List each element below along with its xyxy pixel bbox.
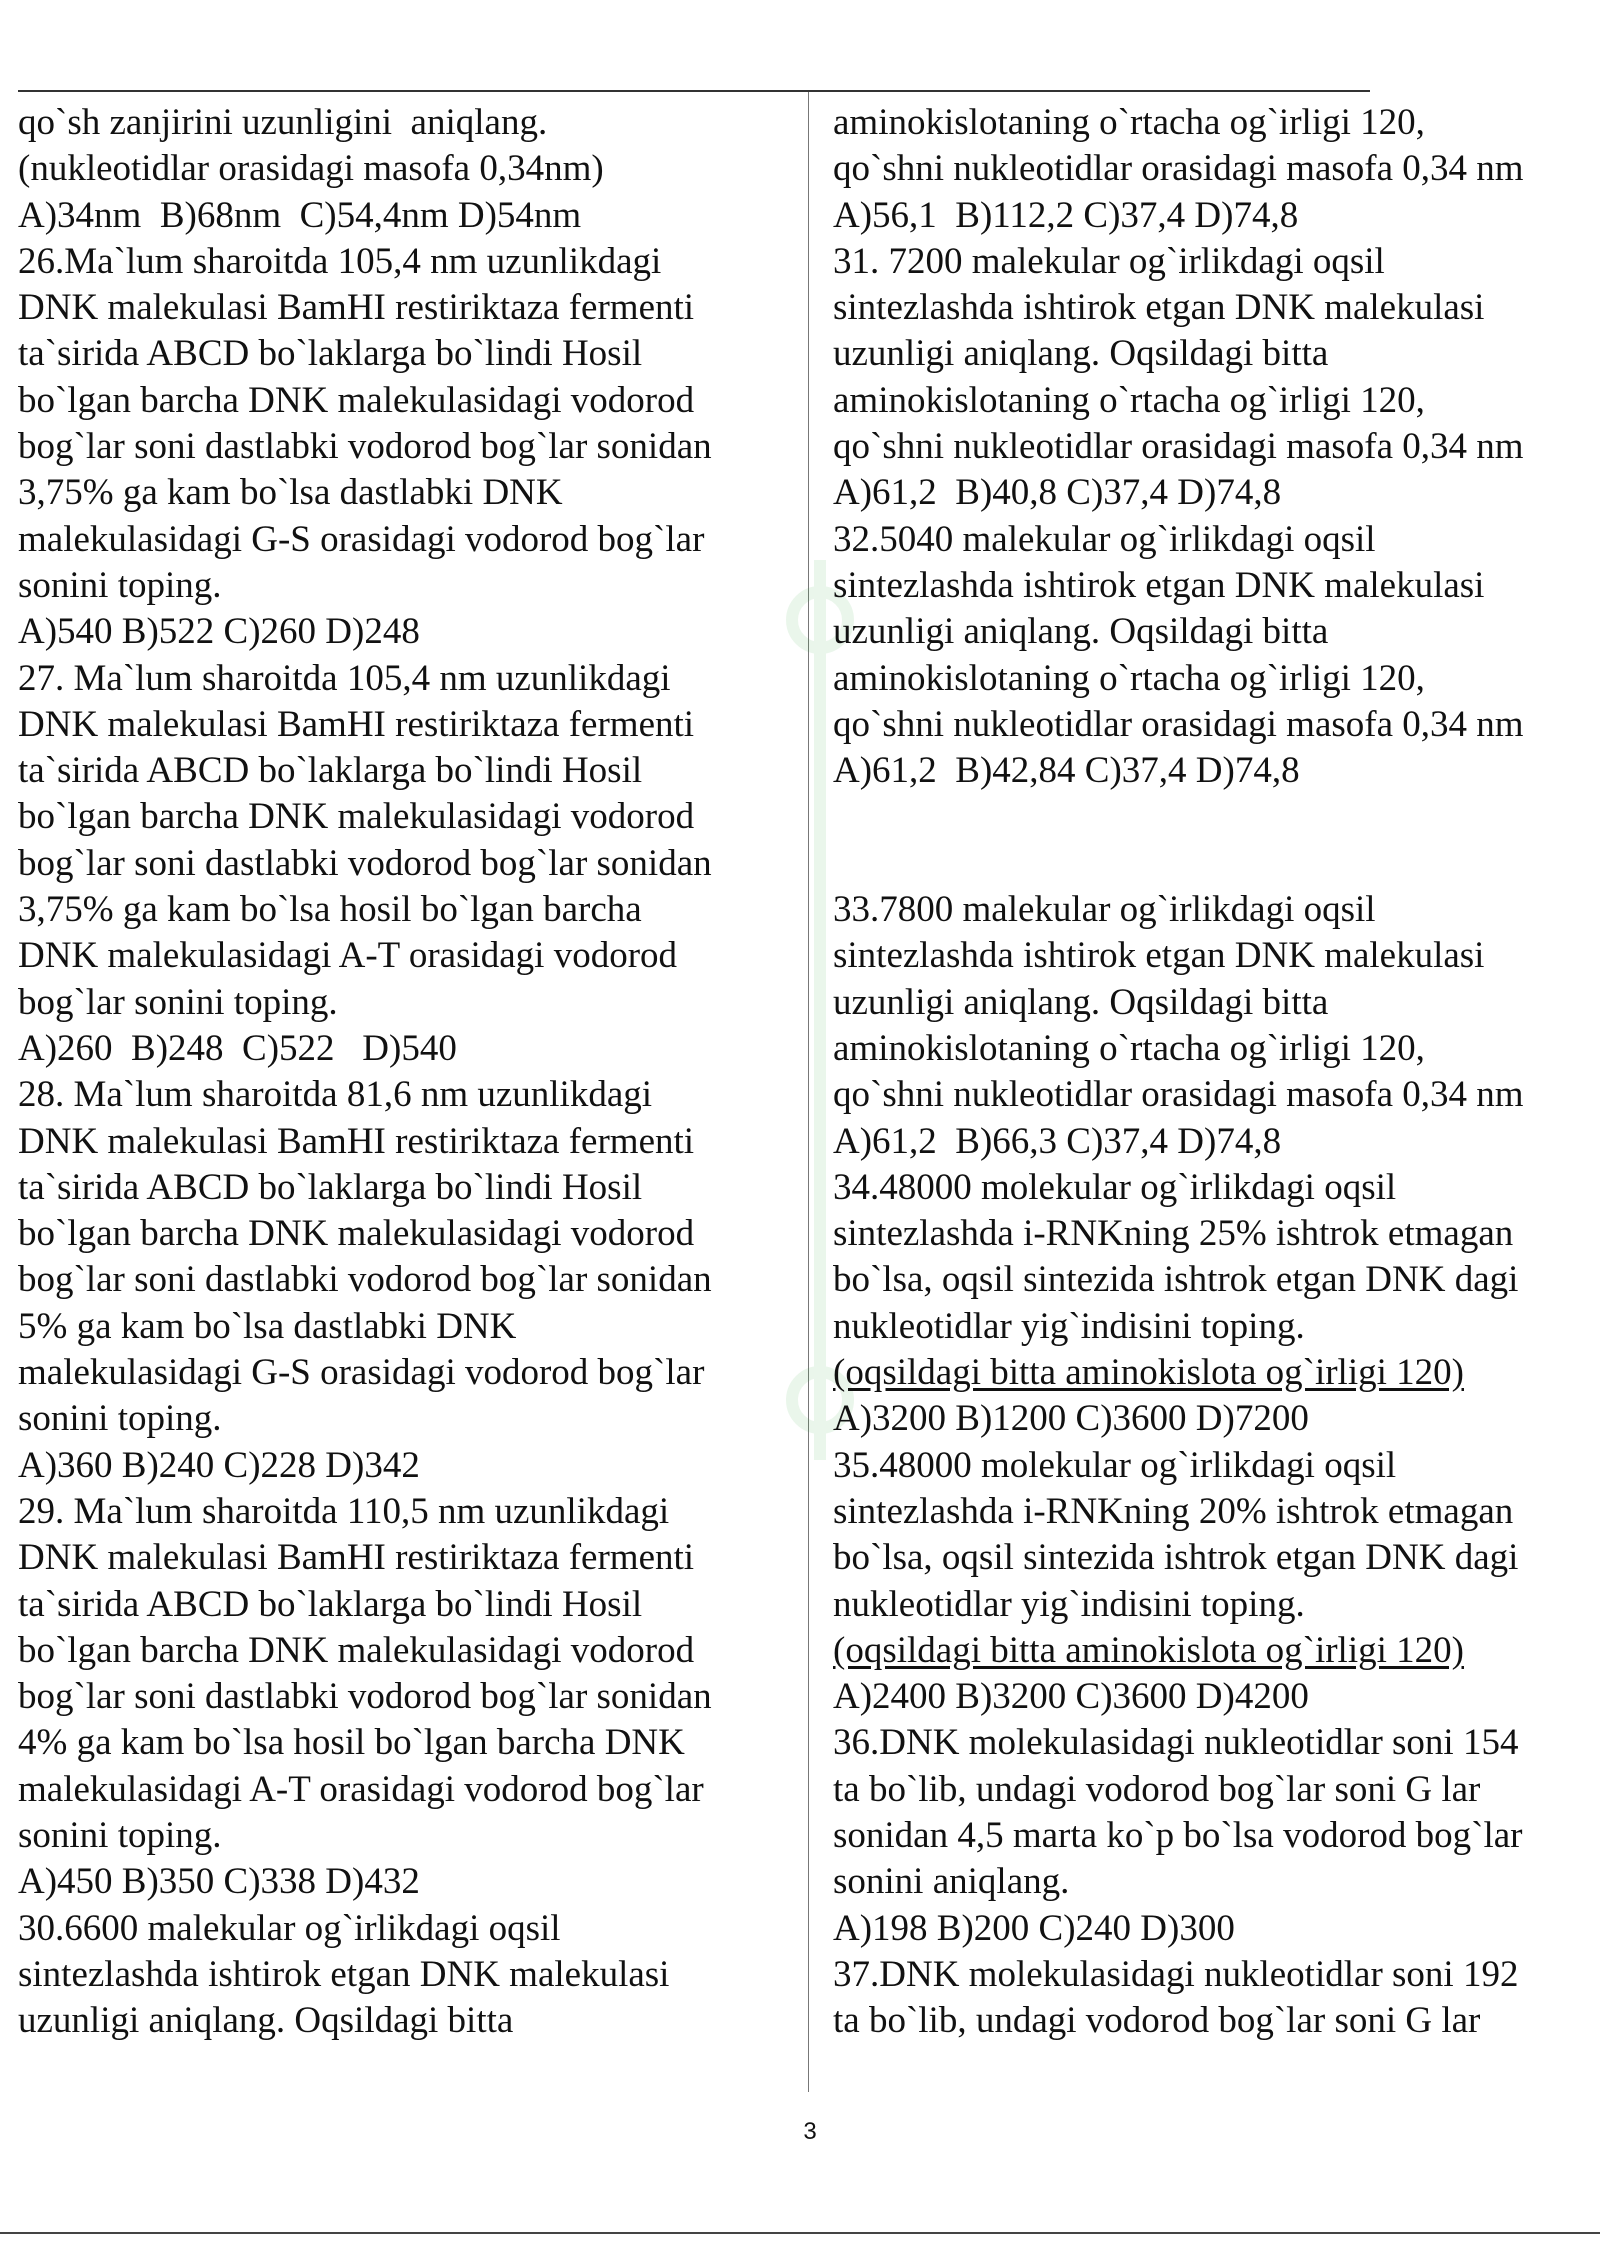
text-line: qo`shni nukleotidlar orasidagi masofa 0,34 nm xyxy=(833,703,1524,745)
text-line: DNK malekulasi BamHI restiriktaza fermenti xyxy=(18,703,695,745)
text-line: ta`sirida ABCD bo`laklarga bo`lindi Hosil xyxy=(18,333,643,375)
text-line: 3,75% ga kam bo`lsa hosil bo`lgan barcha xyxy=(18,889,642,931)
page-number: 3 xyxy=(803,2118,817,2145)
text-line: qo`shni nukleotidlar orasidagi masofa 0,34 nm xyxy=(833,148,1524,190)
text-line: (oqsildagi bitta aminokislota og`irligi 120) xyxy=(833,1352,1464,1394)
text-line: nukleotidlar yig`indisini toping. xyxy=(833,1583,1305,1625)
text-line: bo`lgan barcha DNK malekulasidagi vodorod xyxy=(18,1629,695,1671)
text-line: aminokislotaning o`rtacha og`irligi 120, xyxy=(833,102,1425,143)
text-line: A)3200 B)1200 C)3600 D)7200 xyxy=(833,1398,1309,1440)
text-line: DNK malekulasidagi A-T orasidagi vodorod xyxy=(18,935,678,977)
right-column-bottom-block xyxy=(833,887,1593,2044)
text-line: 3,75% ga kam bo`lsa dastlabki DNK xyxy=(18,472,563,514)
text-line: sonini toping. xyxy=(18,1814,222,1856)
text-line: aminokislotaning o`rtacha og`irligi 120, xyxy=(833,379,1425,421)
right-column-top-block xyxy=(833,100,1593,794)
text-line: uzunligi aniqlang. Oqsildagi bitta xyxy=(833,333,1329,375)
text-line: A)2400 B)3200 C)3600 D)4200 xyxy=(833,1676,1309,1718)
text-line: 35.48000 molekular og`irlikdagi oqsil xyxy=(833,1444,1397,1486)
right-column-gap xyxy=(833,794,1593,887)
text-line: DNK malekulasi BamHI restiriktaza fermenti xyxy=(18,1537,695,1579)
text-line: DNK malekulasi BamHI restiriktaza fermenti xyxy=(18,287,695,329)
text-line: 29. Ma`lum sharoitda 110,5 nm uzunlikdagi xyxy=(18,1490,670,1532)
text-line: bo`lgan barcha DNK malekulasidagi vodorod xyxy=(18,379,695,421)
text-line: A)61,2 B)40,8 C)37,4 D)74,8 xyxy=(833,472,1282,514)
text-line: bog`lar sonini toping. xyxy=(18,981,338,1023)
text-line: malekulasidagi G-S orasidagi vodorod bog`lar xyxy=(18,1352,705,1394)
text-line: sintezlashda ishtirok etgan DNK malekulasi xyxy=(18,1953,670,1995)
text-line: sintezlashda i-RNKning 20% ishtrok etmagan xyxy=(833,1490,1514,1532)
text-line: (nukleotidlar orasidagi masofa 0,34nm) xyxy=(18,148,604,190)
top-rule xyxy=(18,90,1370,92)
text-line: uzunligi aniqlang. Oqsildagi bitta xyxy=(833,981,1329,1023)
text-line: ta`sirida ABCD bo`laklarga bo`lindi Hosil xyxy=(18,1583,643,1625)
text-line: 36.DNK molekulasidagi nukleotidlar soni 154 xyxy=(833,1722,1519,1764)
text-line: 4% ga kam bo`lsa hosil bo`lgan barcha DNK xyxy=(18,1722,685,1764)
text-line: sonidan 4,5 marta ko`p bo`lsa vodorod bog`lar xyxy=(833,1814,1523,1856)
text-line: bog`lar soni dastlabki vodorod bog`lar sonidan xyxy=(18,1259,712,1301)
text-line: ta bo`lib, undagi vodorod bog`lar soni G lar xyxy=(833,2000,1481,2042)
text-line: 33.7800 malekular og`irlikdagi oqsil xyxy=(833,889,1376,931)
text-line: uzunligi aniqlang. Oqsildagi bitta xyxy=(18,2000,514,2042)
text-line: bog`lar soni dastlabki vodorod bog`lar sonidan xyxy=(18,426,712,468)
text-line: qo`shni nukleotidlar orasidagi masofa 0,34 nm xyxy=(833,1074,1524,1116)
text-line: A)61,2 B)42,84 C)37,4 D)74,8 xyxy=(833,750,1300,792)
text-line: DNK malekulasi BamHI restiriktaza fermenti xyxy=(18,1120,695,1162)
text-line: (oqsildagi bitta aminokislota og`irligi 120) xyxy=(833,1629,1464,1671)
text-line: A)260 B)248 C)522 D)540 xyxy=(18,1027,457,1069)
text-line: bog`lar soni dastlabki vodorod bog`lar sonidan xyxy=(18,1676,712,1718)
text-line: 28. Ma`lum sharoitda 81,6 nm uzunlikdagi xyxy=(18,1074,653,1116)
text-line: bog`lar soni dastlabki vodorod bog`lar sonidan xyxy=(18,842,712,884)
text-line: ta`sirida ABCD bo`laklarga bo`lindi Hosil xyxy=(18,1166,643,1208)
text-line: sintezlashda i-RNKning 25% ishtrok etmagan xyxy=(833,1213,1514,1255)
text-line: 27. Ma`lum sharoitda 105,4 nm uzunlikdagi xyxy=(18,657,671,699)
text-line: A)540 B)522 C)260 D)248 xyxy=(18,611,420,653)
text-line: nukleotidlar yig`indisini toping. xyxy=(833,1305,1305,1347)
text-line: bo`lsa, oqsil sintezida ishtrok etgan DNK dagi xyxy=(833,1259,1519,1301)
text-line: A)61,2 B)66,3 C)37,4 D)74,8 xyxy=(833,1120,1282,1162)
text-line: sonini toping. xyxy=(18,1398,222,1440)
text-line: sonini toping. xyxy=(18,564,222,606)
text-line: bo`lgan barcha DNK malekulasidagi vodorod xyxy=(18,1213,695,1255)
text-line: malekulasidagi G-S orasidagi vodorod bog`lar xyxy=(18,518,705,560)
text-line: sintezlashda ishtirok etgan DNK malekulasi xyxy=(833,935,1485,977)
text-line: A)34nm B)68nm C)54,4nm D)54nm xyxy=(18,194,582,236)
text-line: sintezlashda ishtirok etgan DNK malekulasi xyxy=(833,564,1485,606)
text-line: 34.48000 molekular og`irlikdagi oqsil xyxy=(833,1166,1397,1208)
text-line: A)198 B)200 C)240 D)300 xyxy=(833,1907,1235,1949)
bottom-rule xyxy=(0,2232,1600,2234)
text-line: 32.5040 malekular og`irlikdagi oqsil xyxy=(833,518,1376,560)
text-line: qo`shni nukleotidlar orasidagi masofa 0,34 nm xyxy=(833,426,1524,468)
right-column xyxy=(833,100,1593,2044)
text-line: 5% ga kam bo`lsa dastlabki DNK xyxy=(18,1305,517,1347)
text-line: uzunligi aniqlang. Oqsildagi bitta xyxy=(833,611,1329,653)
text-line: sintezlashda ishtirok etgan DNK malekulasi xyxy=(833,287,1485,329)
text-line: 26.Ma`lum sharoitda 105,4 nm uzunlikdagi xyxy=(18,240,662,282)
text-line: bo`lgan barcha DNK malekulasidagi vodorod xyxy=(18,796,695,838)
left-column xyxy=(18,100,798,2044)
text-line: A)450 B)350 C)338 D)432 xyxy=(18,1861,420,1903)
text-line: malekulasidagi A-T orasidagi vodorod bog`lar xyxy=(18,1768,704,1810)
text-line: A)56,1 B)112,2 C)37,4 D)74,8 xyxy=(833,194,1299,236)
text-line: 31. 7200 malekular og`irlikdagi oqsil xyxy=(833,240,1385,282)
text-line: aminokislotaning o`rtacha og`irligi 120, xyxy=(833,657,1425,699)
text-line: sonini aniqlang. xyxy=(833,1861,1070,1903)
text-line: qo`sh zanjirini uzunligini aniqlang. xyxy=(18,102,548,143)
text-line: aminokislotaning o`rtacha og`irligi 120, xyxy=(833,1027,1425,1069)
text-line: ta bo`lib, undagi vodorod bog`lar soni G lar xyxy=(833,1768,1481,1810)
text-line: 37.DNK molekulasidagi nukleotidlar soni 192 xyxy=(833,1953,1519,1995)
text-line: ta`sirida ABCD bo`laklarga bo`lindi Hosil xyxy=(18,750,643,792)
text-line: A)360 B)240 C)228 D)342 xyxy=(18,1444,420,1486)
text-line: 30.6600 malekular og`irlikdagi oqsil xyxy=(18,1907,561,1949)
text-line: bo`lsa, oqsil sintezida ishtrok etgan DNK dagi xyxy=(833,1537,1519,1579)
